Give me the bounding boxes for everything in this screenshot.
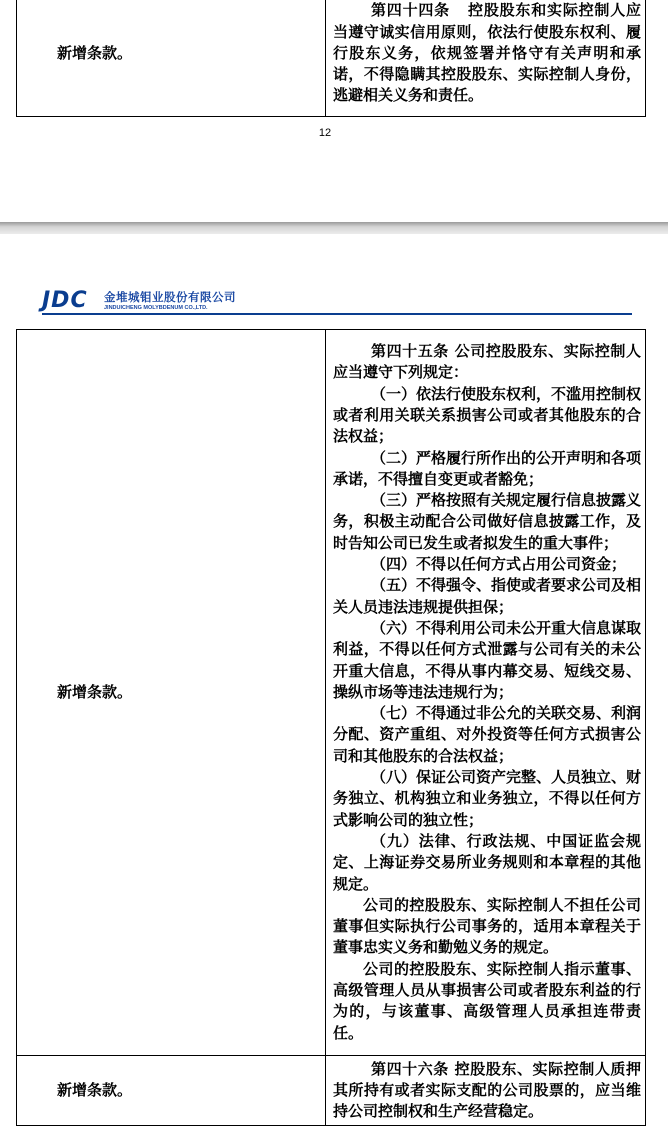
new-clause-label: 新增条款。 [57,683,133,701]
page-number: 12 [318,127,332,139]
clause-paragraph: 第四十五条 公司控股股东、实际控制人应当遵守下列规定： [333,342,641,382]
original-clause-cell [17,0,326,117]
document-page-12 [0,0,668,222]
company-name-en: JINDUICHENG MOLYBDENUM CO.,LTD. [104,305,208,311]
comparison-table-page-12 [16,0,646,117]
clause-paragraph: （七）不得通过非公允的关联交易、利润分配、资产重组、对外投资等任何方式损害公司和其他股东的合法权益； [333,704,642,765]
clause-number: 第四十四条 [371,1,450,20]
clause-text: 控股股东和实际控制人应当遵守诚实信用原则，依法行使股东权利、履行股东义务，依规签署并恪守有关声明和承诺，不得隐瞒其控股股东、实际控制人身份，逃避相关义务和责任。 [333,1,641,105]
clause-paragraph: （三）严格按照有关规定履行信息披露义务，积极主动配合公司做好信息披露工作，及时告知公司已发生或者拟发生的重大事件； [333,491,642,552]
clause-paragraph [333,0,641,106]
revised-clause-cell [326,1056,646,1126]
clause-paragraph: 公司的控股股东、实际控制人不担任公司董事但实际执行公司事务的，适用本章程关于董事忠实义务和勤勉义务的规定。 [333,895,641,957]
table-row [17,1056,646,1126]
clause-paragraph: （六）不得利用公司未公开重大信息谋取利益，不得以任何方式泄露与公司有关的未公开重大信息，不得从事内幕交易、短线交易、操纵市场等违法违规行为； [333,618,642,701]
clause-paragraph: （一）依法行使股东权利，不滥用控制权或者利用关联关系损害公司或者其他股东的合法权益； [333,384,642,446]
page-separator [0,222,668,234]
comparison-table-page-13 [16,329,646,1126]
clause-paragraph: （四）不得以任何方式占用公司资金； [371,555,627,574]
document-page-13 [0,234,668,1119]
clause-paragraph: 第四十六条 控股股东、实际控制人质押其所持有或者实际支配的公司股票的，应当维持公司控制权和生产经营稳定。 [333,1059,641,1121]
table-row [17,330,646,1056]
original-clause-cell [17,1056,326,1126]
clause-paragraph: 公司的控股股东、实际控制人指示董事、高级管理人员从事损害公司或者股东利益的行为的，与该董事、高级管理人员承担连带责任。 [333,959,641,1042]
revised-clause-cell [326,330,646,1056]
new-clause-label: 新增条款。 [57,44,133,62]
clause-paragraph: （八）保证公司资产完整、人员独立、财务独立、机构独立和业务独立，不得以任何方式影响公司的独立性； [333,768,642,829]
jdc-logo-mark: JDC [42,288,88,313]
clause-paragraph: （二）严格履行所作出的公开声明和各项承诺，不得擅自变更或者豁免； [333,448,642,488]
new-clause-label: 新增条款。 [57,1081,133,1099]
clause-paragraph: （五）不得强令、指使或者要求公司及相关人员违法违规提供担保； [333,576,642,616]
table-row [17,0,646,117]
header-rule [42,313,632,315]
company-logo [42,288,292,320]
original-clause-cell [17,330,326,1056]
clause-paragraph: （九）法律、行政法规、中国证监会规定、上海证券交易所业务规则和本章程的其他规定。 [333,831,641,893]
revised-clause-cell [326,0,646,117]
company-name-cn: 金堆城钼业股份有限公司 [104,290,236,304]
